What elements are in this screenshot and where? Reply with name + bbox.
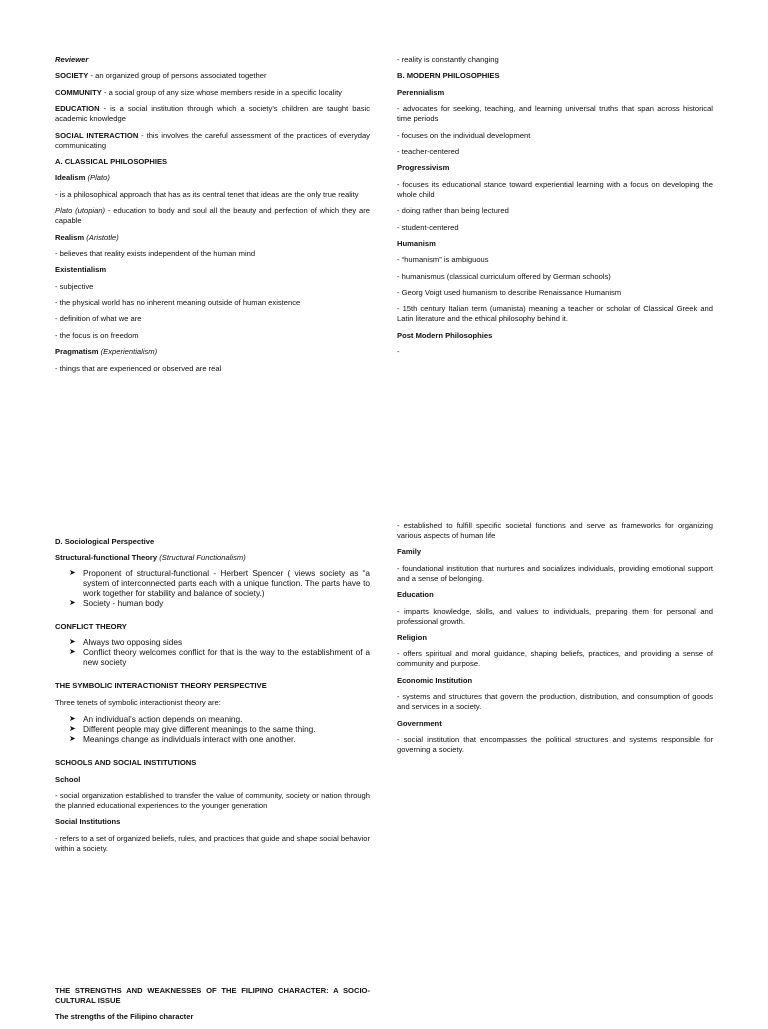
symbolic-heading: THE SYMBOLIC INTERACTIONIST THEORY PERSPECTIVE [55, 681, 267, 691]
list-item [55, 647, 370, 667]
list-item [55, 598, 370, 608]
strengths-subheading: The strengths of the Filipino character [55, 1012, 194, 1022]
humanism-point: - 15th century Italian term (umanista) meaning a teacher or scholar of Classical Greek and Latin literature and the ethical philosophy behind it. [397, 304, 713, 324]
list-item-text: Always two opposing sides [83, 637, 183, 648]
humanism-heading: Humanism [397, 238, 436, 248]
progressivism-heading: Progressivism [397, 163, 450, 173]
list-item-text: Proponent of structural-functional - Herbert Spencer ( views society as “a system of interconnected parts each with a unique function. The parts have to work together for stability and balance of society.) [83, 568, 370, 599]
progressivism-point: - student-centered [397, 222, 459, 232]
society-entry [55, 71, 370, 81]
institutions-continued: - established to fulfill specific societal functions and serve as frameworks for organizing various aspects of human life [397, 521, 713, 540]
government-definition: - social institution that encompasses the political structures and systems responsible for governing a society. [397, 734, 713, 754]
postmodern-dash: - [397, 347, 400, 357]
schools-heading: SCHOOLS AND SOCIAL INSTITUTIONS [55, 758, 197, 768]
existentialism-point: - definition of what we are [55, 314, 142, 324]
interaction-entry [55, 131, 370, 151]
list-item [55, 724, 370, 734]
progressivism-point: - doing rather than being lectured [397, 206, 509, 216]
humanism-point: - Georg Voigt used humanism to describe Renaissance Humanism [397, 288, 622, 298]
plato-definition: - education to body and soul all the beauty and perfection of which they are capable [55, 206, 371, 226]
postmodern-heading: Post Modern Philosophies [397, 330, 493, 340]
list-item [55, 714, 370, 724]
religion-heading: Religion [397, 632, 427, 642]
symbolic-list [55, 714, 370, 744]
idealism-label: Idealism [55, 173, 86, 183]
list-item-text: Meanings change as individuals interact with one another. [83, 734, 296, 745]
perennialism-point: - focuses on the individual development [397, 130, 531, 140]
realism-label: Realism [55, 232, 85, 242]
family-definition: - foundational institution that nurtures and socializes individuals, providing emotional support and a sense of belonging. [397, 563, 713, 583]
school-heading: School [55, 774, 81, 784]
existentialism-point: - the focus is on freedom [55, 330, 139, 340]
pragmatism-definition: - things that are experienced or observed are real [55, 363, 222, 373]
list-item-text: Society - human body [83, 598, 164, 609]
arrow-bullet-icon: ➤ [69, 714, 76, 724]
interaction-term: SOCIAL INTERACTION [55, 130, 139, 140]
humanism-point: - humanismus (classical curriculum offered by German schools) [397, 271, 611, 281]
institutions-definition: - refers to a set of organized beliefs, rules, and practices that guide and shape social behavior within a society. [55, 833, 370, 853]
perennialism-heading: Perennialism [397, 87, 445, 97]
existentialism-heading: Existentialism [55, 265, 107, 275]
strengths-heading: THE STRENGTHS AND WEAKNESSES OF THE FILIPINO CHARACTER: A SOCIO-CULTURAL ISSUE [55, 986, 370, 1005]
existentialism-point: - the physical world has no inherent meaning outside of human existence [55, 298, 301, 308]
religion-definition: - offers spiritual and moral guidance, shaping beliefs, practices, and providing a sense of community and purpose. [397, 649, 713, 669]
bottom-left-column [55, 537, 370, 860]
arrow-bullet-icon: ➤ [69, 734, 76, 744]
existentialism-point: - subjective [55, 281, 94, 291]
society-definition: - an organized group of persons associated together [88, 71, 267, 81]
arrow-bullet-icon: ➤ [69, 568, 76, 578]
idealism-note: (Plato) [87, 173, 110, 183]
realism-definition: - believes that reality exists independent of the human mind [55, 248, 256, 258]
conflict-heading: CONFLICT THEORY [55, 622, 127, 632]
community-entry [55, 88, 370, 98]
symbolic-intro: Three tenets of symbolic interactionist theory are: [55, 697, 221, 707]
community-definition: - a social group of any size whose members reside in a specific locality [101, 87, 342, 97]
institutions-heading: Social Institutions [55, 817, 121, 827]
arrow-bullet-icon: ➤ [69, 724, 76, 734]
list-item-text: Different people may give different meanings to the same thing. [83, 724, 316, 735]
list-item [55, 637, 370, 647]
realism-heading [55, 233, 370, 243]
arrow-bullet-icon: ➤ [69, 637, 76, 647]
pragmatism-note: (Experientialism) [100, 347, 158, 357]
arrow-bullet-icon: ➤ [69, 647, 76, 657]
pragmatism-label: Pragmatism [55, 347, 99, 357]
strengths-section [55, 986, 370, 1029]
education-definition: - is a social institution through which a society's children are taught basic academic knowledge [55, 104, 370, 124]
perennialism-point: - advocates for seeking, teaching, and learning universal truths that span across historical time periods [397, 104, 713, 124]
sociological-heading: D. Sociological Perspective [55, 537, 155, 546]
conflict-list [55, 637, 370, 667]
realism-note: (Aristotle) [86, 232, 119, 242]
education-entry [55, 104, 370, 124]
list-item [55, 734, 370, 744]
reviewer-title: Reviewer [55, 55, 89, 64]
education-heading: Education [397, 590, 434, 600]
reality-note: - reality is constantly changing [397, 55, 499, 64]
structural-list [55, 568, 370, 608]
plato-entry [55, 206, 370, 226]
arrow-bullet-icon: ➤ [69, 598, 76, 608]
family-heading: Family [397, 547, 422, 557]
community-term: COMMUNITY [55, 87, 102, 97]
list-item-text: Conflict theory welcomes conflict for that is the way to the establishment of a new society [83, 647, 370, 668]
education-definition: - imparts knowledge, skills, and values to individuals, preparing them for personal and professional growth. [397, 606, 713, 626]
humanism-point: - “humanism” is ambiguous [397, 255, 489, 265]
society-term: SOCIETY [55, 71, 89, 81]
classical-heading: A. CLASSICAL PHILOSOPHIES [55, 156, 168, 166]
education-term: EDUCATION [55, 104, 100, 114]
pragmatism-heading [55, 347, 370, 357]
bottom-right-column [397, 521, 713, 761]
perennialism-point: - teacher-centered [397, 146, 460, 156]
modern-heading: B. MODERN PHILOSOPHIES [397, 71, 500, 81]
progressivism-point: - focuses its educational stance toward experiential learning with a focus on developing the whole child [397, 179, 713, 199]
list-item [55, 568, 370, 598]
list-item-text: An individual’s action depends on meaning. [83, 714, 243, 725]
school-definition: - social organization established to transfer the value of community, society or nation through the planned educational experiences to the younger generation [55, 790, 370, 810]
idealism-heading [55, 173, 370, 183]
government-heading: Government [397, 718, 442, 728]
idealism-definition: - is a philosophical approach that has as its central tenet that ideas are the only true reality [55, 189, 359, 199]
economic-heading: Economic Institution [397, 675, 473, 685]
structural-label: Structural-functional Theory [55, 553, 158, 563]
structural-heading [55, 553, 370, 563]
interaction-definition: - this involves the careful assessment of the practices of everyday communicating [55, 130, 370, 150]
structural-note: (Structural Functionalism) [159, 553, 246, 563]
top-right-column [397, 55, 713, 364]
plato-utopian: Plato (utopian) [55, 206, 106, 216]
top-left-column [55, 55, 370, 380]
economic-definition: - systems and structures that govern the production, distribution, and consumption of goods and services in a society. [397, 692, 713, 712]
